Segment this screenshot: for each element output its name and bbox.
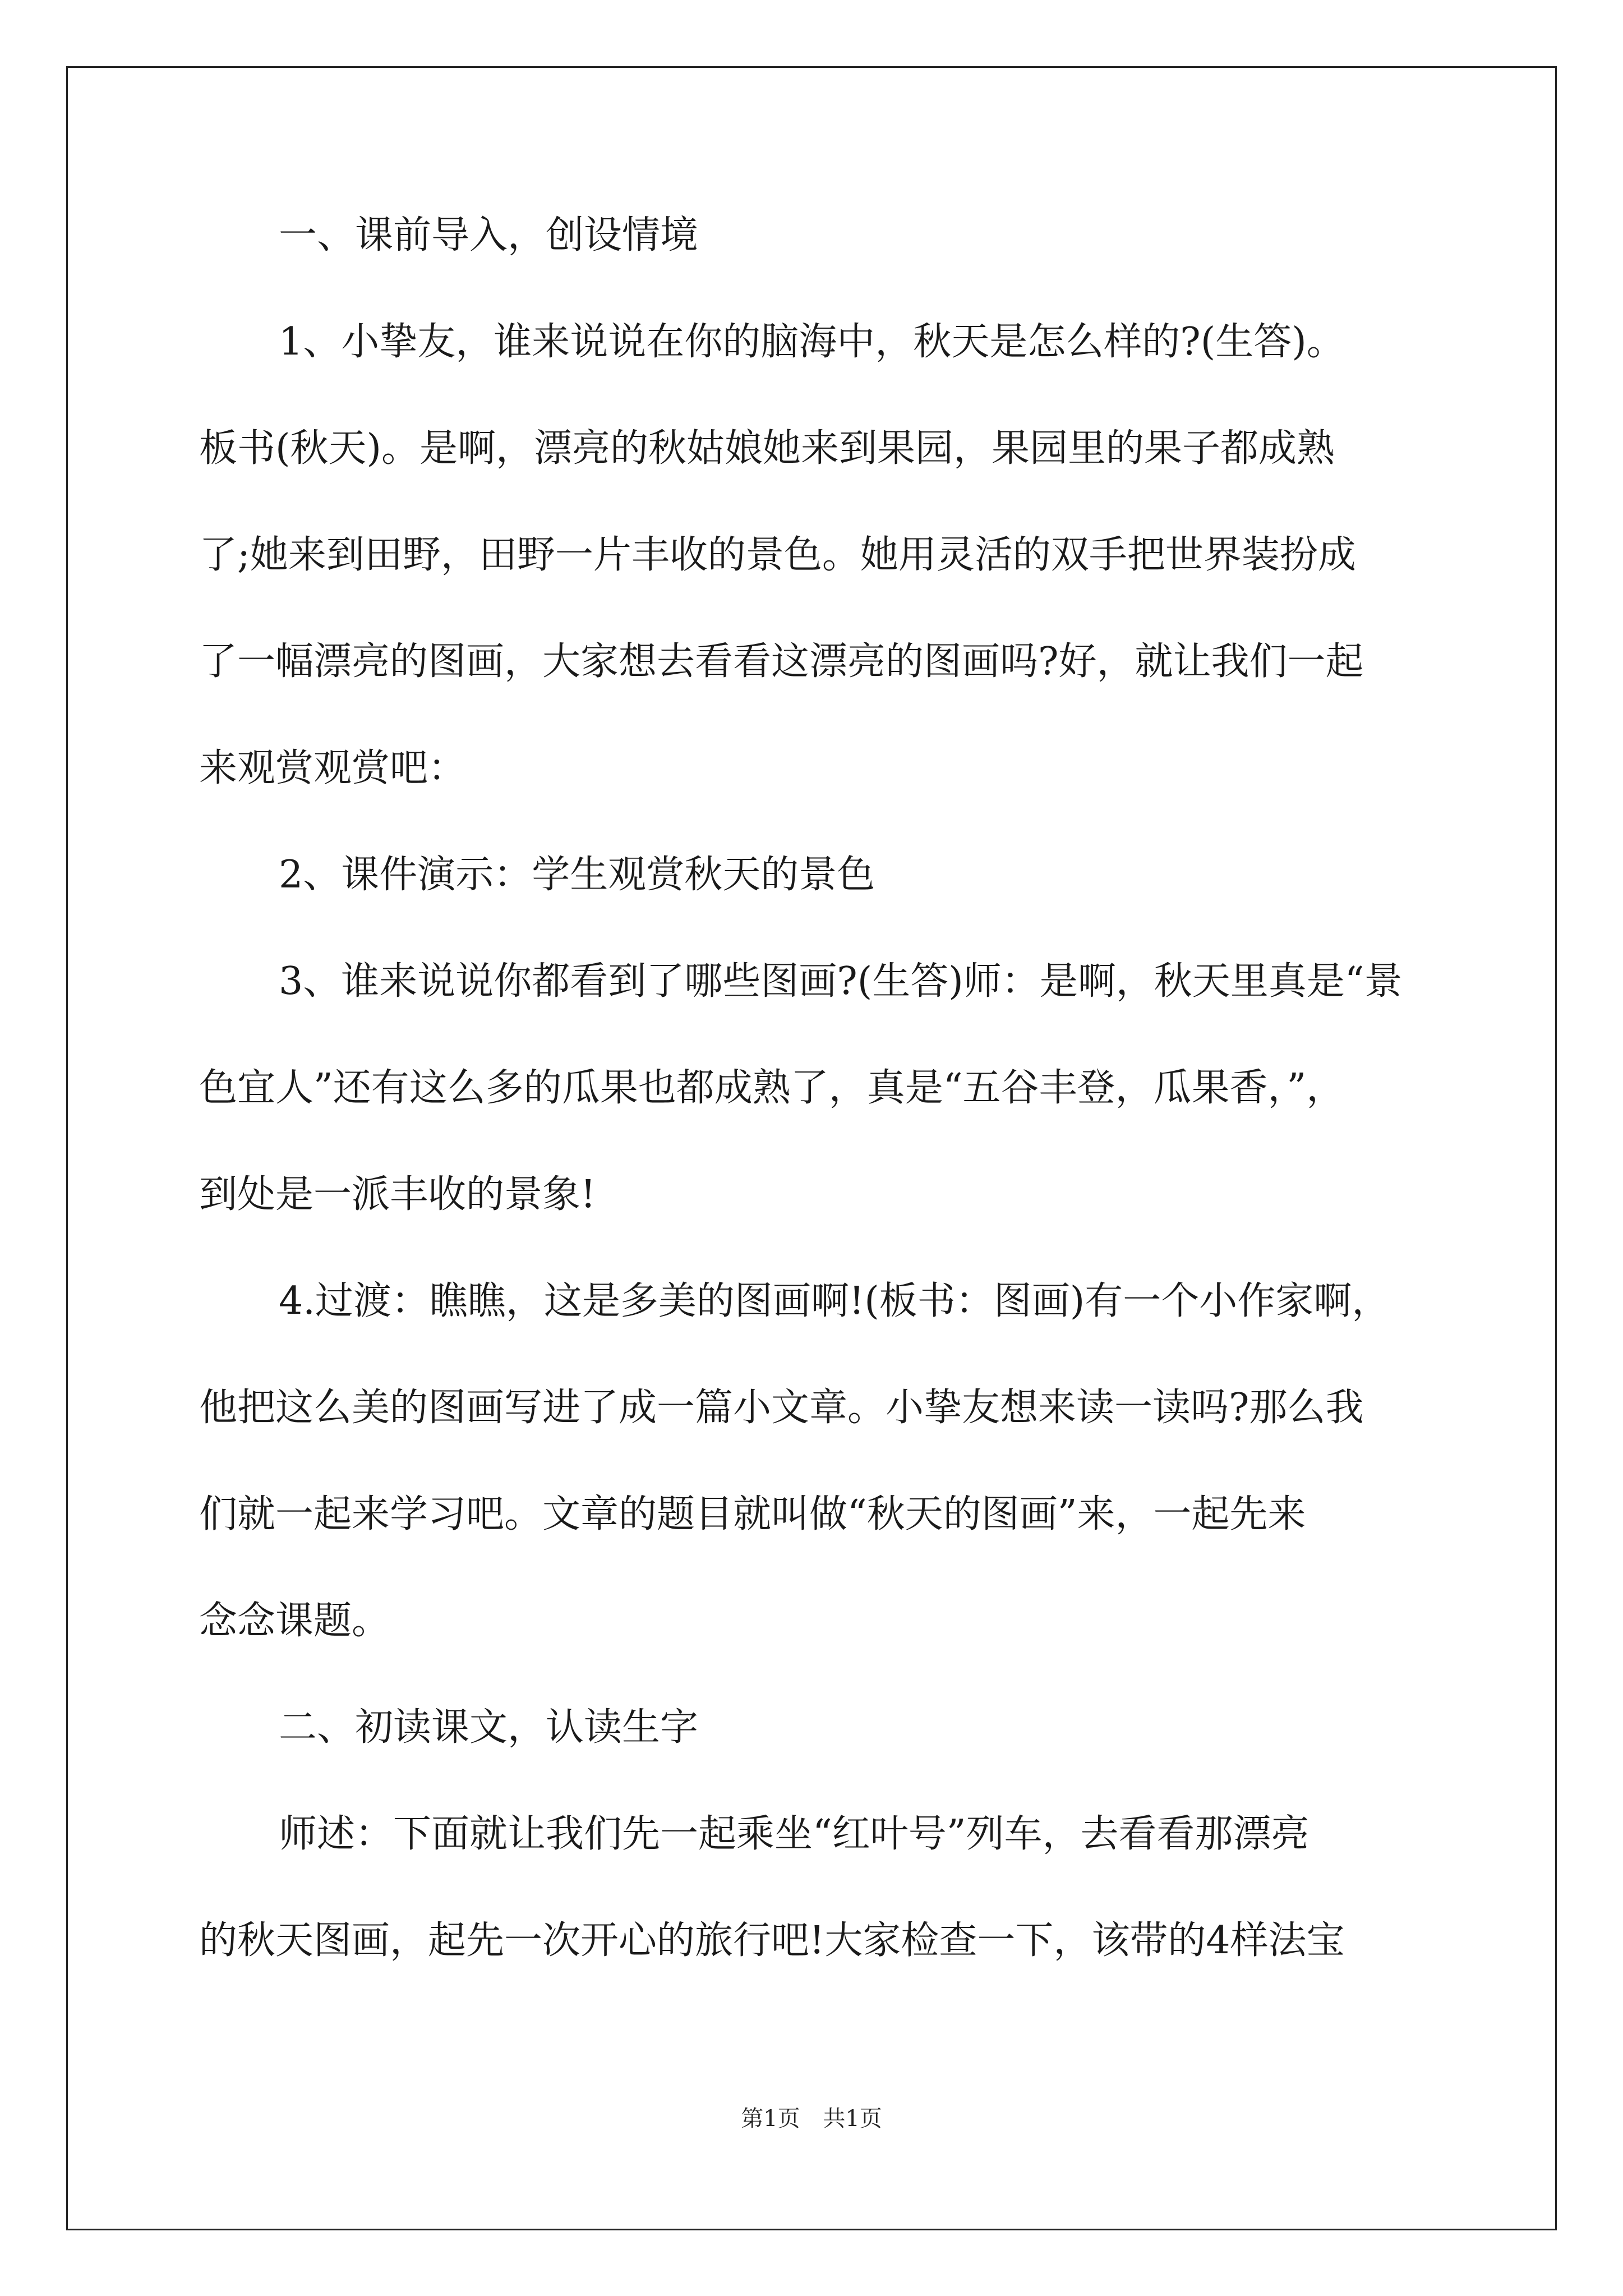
paragraph-line: 4.过渡：瞧瞧，这是多美的图画啊!(板书：图画)有一个小作家啊， [279, 1279, 1390, 1323]
paragraph-line: 色宜人”还有这么多的瓜果也都成熟了，真是“五谷丰登，瓜果香，”， [199, 1066, 1345, 1110]
section-heading-2: 二、初读课文，认读生字 [279, 1705, 699, 1750]
paragraph-line: 们就一起来学习吧。文章的题目就叫做“秋天的图画”来，一起先来 [199, 1492, 1306, 1536]
paragraph-line: 2、课件演示：学生观赏秋天的景色 [279, 853, 875, 897]
paragraph-line: 师述：下面就让我们先一起乘坐“红叶号”列车，去看看那漂亮 [279, 1812, 1310, 1856]
paragraph-line: 来观赏观赏吧： [199, 746, 467, 790]
paragraph-line: 1、小挚友，谁来说说在你的脑海中，秋天是怎么样的?(生答)。 [279, 320, 1345, 364]
page-number-current: 第1页 [741, 2106, 800, 2132]
paragraph-line: 了一幅漂亮的图画，大家想去看看这漂亮的图画吗?好，就让我们一起 [199, 639, 1364, 684]
page-footer [0, 2105, 1623, 2133]
paragraph-line: 了;她来到田野，田野一片丰收的景色。她用灵活的双手把世界装扮成 [199, 533, 1356, 577]
paragraph-line: 板书(秋天)。是啊，漂亮的秋姑娘她来到果园，果园里的果子都成熟 [199, 426, 1335, 471]
paragraph-line: 他把这么美的图画写进了成一篇小文章。小挚友想来读一读吗?那么我 [199, 1386, 1364, 1430]
paragraph-line: 念念课题。 [199, 1599, 390, 1643]
page-number-total: 共1页 [823, 2106, 882, 2132]
paragraph-line: 的秋天图画，起先一次开心的旅行吧!大家检查一下，该带的4样法宝 [199, 1918, 1345, 1963]
paragraph-line: 到处是一派丰收的景象! [199, 1172, 596, 1217]
page-border [66, 66, 1557, 2230]
section-heading-1: 一、课前导入，创设情境 [279, 213, 699, 257]
paragraph-line: 3、谁来说说你都看到了哪些图画?(生答)师：是啊，秋天里真是“景 [279, 959, 1403, 1004]
